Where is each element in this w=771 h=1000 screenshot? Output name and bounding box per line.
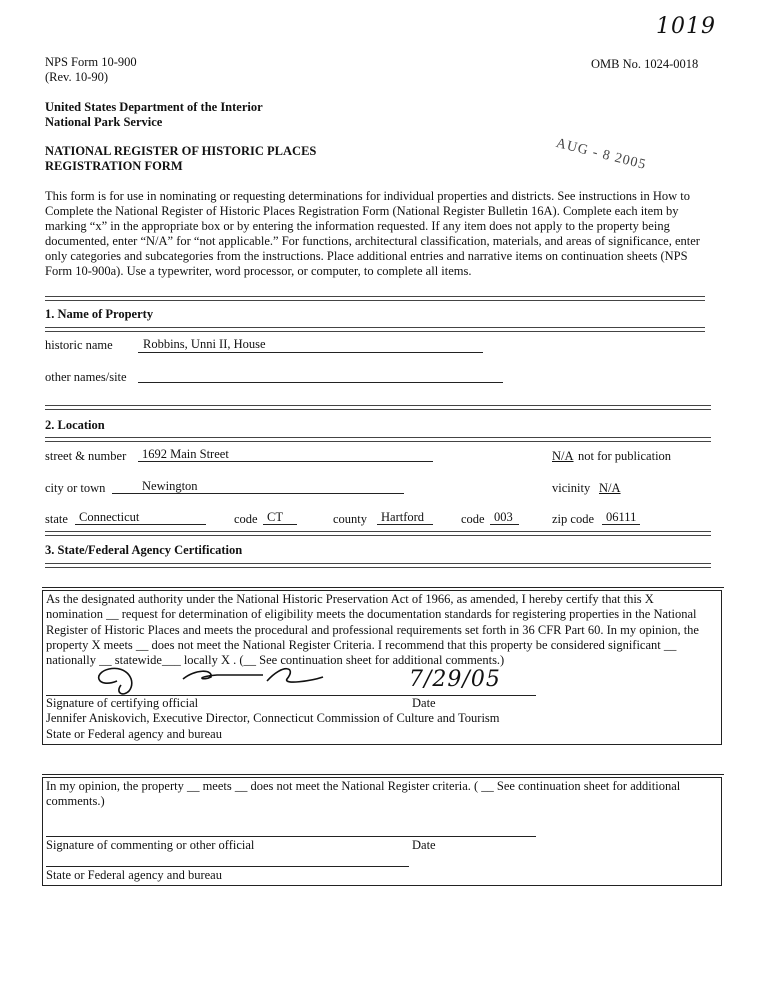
handwritten-page-number: 1019 <box>656 14 716 39</box>
county-underline <box>377 524 433 525</box>
state-code-label: code <box>234 512 258 526</box>
section-divider <box>45 563 711 568</box>
section-divider <box>45 531 711 536</box>
opinion-agency-label: State or Federal agency and bureau <box>46 868 222 882</box>
vicinity-value[interactable]: N/A <box>599 481 621 495</box>
county-code-value[interactable]: 003 <box>494 510 513 524</box>
street-value[interactable]: 1692 Main Street <box>142 447 229 461</box>
state-value[interactable]: Connecticut <box>79 510 140 524</box>
certification-line1: As the designated authority under the National Historic Preservation Act of 1966, as amended, I hereby certify that this X <box>46 592 654 606</box>
section-divider <box>45 405 711 410</box>
certifying-date-label: Date <box>412 696 436 710</box>
state-label: state <box>45 512 68 526</box>
opinion-signature-line[interactable] <box>46 836 536 837</box>
county-code-underline <box>490 524 519 525</box>
not-for-publication-label: not for publication <box>578 449 672 463</box>
not-for-publication-value[interactable]: N/A <box>552 449 574 463</box>
historic-name-label: historic name <box>45 338 113 352</box>
city-underline <box>112 493 404 494</box>
city-label: city or town <box>45 481 106 495</box>
section3-heading: 3. State/Federal Agency Certification <box>45 543 243 557</box>
certification-line4: property X meets __ does not meet the National Register Criteria. I recommend that this property be considered significant __ <box>46 638 677 652</box>
form-title-line2: REGISTRATION FORM <box>45 159 183 173</box>
state-code-underline <box>263 524 297 525</box>
historic-name-value[interactable]: Robbins, Unni II, House <box>143 337 266 351</box>
form-revision: (Rev. 10-90) <box>45 70 109 84</box>
county-value[interactable]: Hartford <box>381 510 425 524</box>
zip-underline <box>602 524 640 525</box>
section1-heading: 1. Name of Property <box>45 307 154 321</box>
historic-name-underline <box>138 352 483 353</box>
section-rule <box>42 587 724 588</box>
other-names-field[interactable] <box>138 382 503 383</box>
certification-line2: nomination __ request for determination of eligibility meets the documentation standards for registering properties in the National <box>46 607 697 621</box>
certification-line3: Register of Historic Places and meets the procedural and professional requirements set forth in 36 CFR Part 60. In my opinion, the <box>46 623 699 637</box>
zip-value[interactable]: 06111 <box>606 510 637 524</box>
section2-heading: 2. Location <box>45 418 105 432</box>
opinion-line1: In my opinion, the property __ meets __ does not meet the National Register criteria. ( __ See continuation sheet for additional <box>46 779 681 793</box>
state-underline <box>75 524 206 525</box>
certification-box <box>42 590 722 745</box>
received-date-stamp: AUG - 8 2005 <box>554 136 648 173</box>
county-label: county <box>333 512 368 526</box>
street-label: street & number <box>45 449 127 463</box>
opinion-agency-line[interactable] <box>46 866 409 867</box>
department-name: United States Department of the Interior <box>45 100 263 114</box>
zip-label: zip code <box>552 512 594 526</box>
section-divider <box>45 327 705 332</box>
state-code-value[interactable]: CT <box>267 510 283 524</box>
instructions-paragraph: This form is for use in nominating or requesting determinations for individual properties and districts. See instructions in How to Complete the National Register of Historic Places Registration Form (National Register Bulletin 16A). Complete each item by marking “x” in the appropriate box or by entering the information requested. If any item does not apply to the property being documented, enter “N/A” for “not applicable.” For functions, architectural classification, materials, and areas of significance, enter only categories and subcategories from the instructions. Place additional entries and narrative items on continuation sheets (NPS Form 10-900a). Use a typewriter, word processor, or computer, to complete all items. <box>45 189 700 278</box>
form-title-line1: NATIONAL REGISTER OF HISTORIC PLACES <box>45 144 317 158</box>
certifying-signature-label: Signature of certifying official <box>46 696 199 710</box>
section-divider <box>45 296 705 301</box>
opinion-signature-label: Signature of commenting or other official <box>46 838 255 852</box>
street-underline <box>138 461 433 462</box>
opinion-line2: comments.) <box>46 794 105 808</box>
certifying-agency-label: State or Federal agency and bureau <box>46 727 222 741</box>
handwritten-signature <box>87 659 327 699</box>
form-number: NPS Form 10-900 <box>45 55 137 69</box>
certifying-official-name: Jennifer Aniskovich, Executive Director, Connecticut Commission of Culture and Tourism <box>46 711 500 725</box>
service-name: National Park Service <box>45 115 163 129</box>
section-rule <box>42 774 724 775</box>
vicinity-label: vicinity <box>552 481 591 495</box>
other-names-label: other names/site <box>45 370 127 384</box>
section-divider <box>45 437 711 442</box>
certification-line5: nationally __ statewide___ locally X . (__ See continuation sheet for additional comments.) <box>46 653 505 667</box>
opinion-box <box>42 777 722 886</box>
county-code-label: code <box>461 512 485 526</box>
omb-number: OMB No. 1024-0018 <box>591 57 699 71</box>
city-value[interactable]: Newington <box>142 479 198 493</box>
handwritten-date: 7/29/05 <box>409 667 501 692</box>
opinion-date-label: Date <box>412 838 436 852</box>
